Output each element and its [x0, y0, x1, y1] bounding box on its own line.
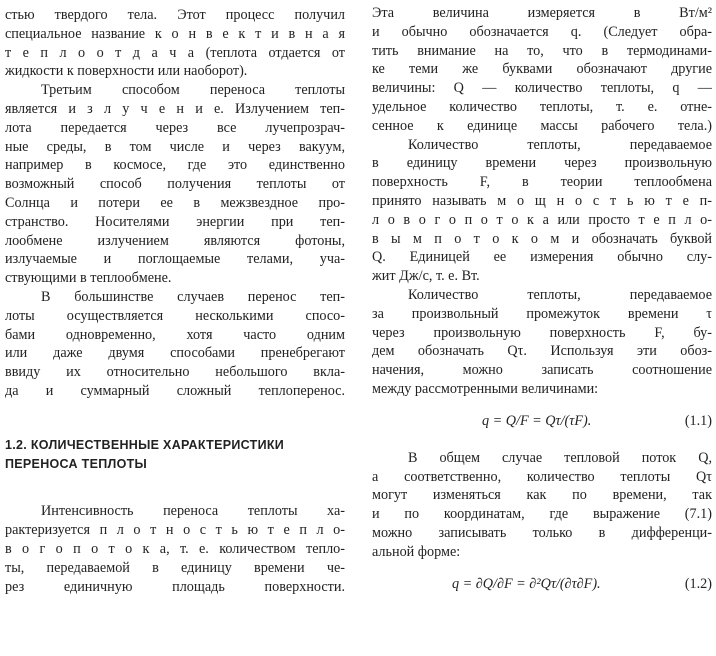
equation-expression: q = ∂Q/∂F = ∂²Qτ/(∂τ∂F).	[452, 575, 601, 592]
text-line: и обычно обозначается q. (Следует обра-	[372, 23, 712, 40]
text-line: специальное название к о н в е к т и в н а я	[5, 25, 345, 42]
text-line: и по координатам, где выражение (7.1)	[372, 506, 712, 523]
paragraph-heat-flow	[372, 136, 712, 286]
text-line: лоты осуществляется несколькими спосо-	[5, 307, 345, 324]
text-line: удельное количество теплоты, т. е. отне-	[372, 98, 712, 115]
text-line: дем обозначать Qτ. Используя эти обоз-	[372, 343, 712, 360]
text-line: Третьим способом переноса теплоты	[41, 82, 345, 99]
text-line: рактеризуется п л о т н о с т ь ю т е п л о-	[5, 522, 345, 539]
text-line: между рассмотренными величинами:	[372, 380, 599, 397]
equation-expression: q = Q/F = Qτ/(τF).	[482, 412, 592, 429]
text-line: ке теми же буквами обозначают другие	[372, 61, 712, 78]
text-line: возможный способ получения теплоты от	[5, 176, 345, 193]
text-line: лообмене излучением являются фотоны,	[5, 232, 345, 249]
text-line: начения, можно записать соотношение	[372, 362, 712, 379]
text-line: Эта величина измеряется в Вт/м²	[372, 5, 712, 21]
left-column	[5, 6, 345, 596]
text-line: ввиду их относительно небольшого вкла-	[5, 364, 345, 381]
paragraph-units	[372, 4, 712, 136]
text-line: странство. Носителями энергии при теп-	[5, 213, 345, 230]
text-line: л о в о г о п о т о к а или просто т е п л о-	[372, 211, 712, 228]
text-line: рез единичную площадь поверхности.	[5, 578, 345, 595]
text-line: стью твердого тела. Этот процесс получил	[5, 7, 345, 23]
text-line: например в космосе, где это единственно	[5, 157, 345, 174]
equation-number: (1.2)	[684, 575, 712, 592]
text-line: поверхность F, в теории теплообмена	[372, 174, 712, 191]
paragraph-combined	[5, 288, 345, 401]
text-line: т е п л о о т д а ч а (теплота отдается от	[5, 44, 345, 61]
text-line: в о г о п о т о к а, т. е. количеством тепло-	[5, 540, 345, 557]
text-line: принято называть м о щ н о с т ь ю т е п-	[372, 192, 712, 209]
text-line: бами одновременно, хотя часто одним	[5, 326, 345, 343]
paragraph-radiation	[5, 81, 345, 288]
text-line: Солнца и потери ее в межзвездное про-	[5, 194, 345, 211]
text-line: ные среды, в том числе и через вакуум,	[5, 138, 345, 155]
heading-line: ПЕРЕНОСА ТЕПЛОТЫ	[5, 456, 148, 471]
text-line: через произвольную поверхность F, бу-	[372, 324, 712, 341]
text-line: ствующими в теплообмене.	[5, 270, 172, 287]
heading-line: 1.2. КОЛИЧЕСТВЕННЫЕ ХАРАКТЕРИСТИКИ	[5, 437, 285, 452]
text-line: а соответственно, количество теплоты Qτ	[372, 468, 712, 485]
text-line: жит Дж/с, т. е. Вт.	[372, 268, 480, 285]
text-line: или даже двумя способами пренебрегают	[5, 345, 345, 362]
section-heading	[5, 435, 345, 473]
text-line: в единицу времени через произвольную	[372, 155, 712, 172]
text-line: за произвольный промежуток времени τ	[372, 305, 712, 322]
text-line: могут изменяться как по времени, так	[372, 487, 712, 504]
equation-number: (1.1)	[684, 412, 712, 429]
text-line: В общем случае тепловой поток Q,	[408, 449, 712, 466]
text-line: да и суммарный сложный теплоперенос.	[5, 382, 345, 399]
text-line: Q. Единицей ее измерения обычно слу-	[372, 249, 712, 266]
text-line: величины: Q — количество теплоты, q —	[372, 80, 712, 97]
paragraph-heat-flux-density	[5, 502, 345, 596]
text-line: альной форме:	[372, 543, 461, 560]
text-line: Количество теплоты, передаваемое	[408, 136, 712, 153]
text-line: является и з л у ч е н и е. Излучением теп-	[5, 100, 345, 117]
text-line: Интенсивность переноса теплоты ха-	[41, 503, 345, 520]
text-line: в ы м п о т о к о м и обозначать буквой	[372, 230, 712, 247]
equation-1-2	[372, 574, 712, 594]
right-column	[372, 4, 712, 608]
paragraph-heat-quantity	[372, 286, 712, 399]
text-line: Количество теплоты, передаваемое	[408, 286, 712, 303]
text-line: излучаемые и поглощаемые телами, уча-	[5, 251, 345, 268]
equation-1-1	[372, 411, 712, 431]
text-line: лота передается через все лучепрозрач-	[5, 119, 345, 136]
text-line: можно записывать только в дифференци-	[372, 524, 712, 541]
paragraph-convection	[5, 6, 345, 81]
text-line: В большинстве случаев перенос теп-	[41, 288, 345, 305]
text-line: тить внимание на то, что в термодинами-	[372, 42, 712, 59]
paragraph-differential	[372, 449, 712, 562]
text-line: сенное к единице массы рабочего тела.)	[372, 117, 712, 134]
text-line: жидкости к поверхности или наоборот).	[5, 63, 248, 80]
text-line: ты, передаваемой в единицу времени че-	[5, 559, 345, 576]
